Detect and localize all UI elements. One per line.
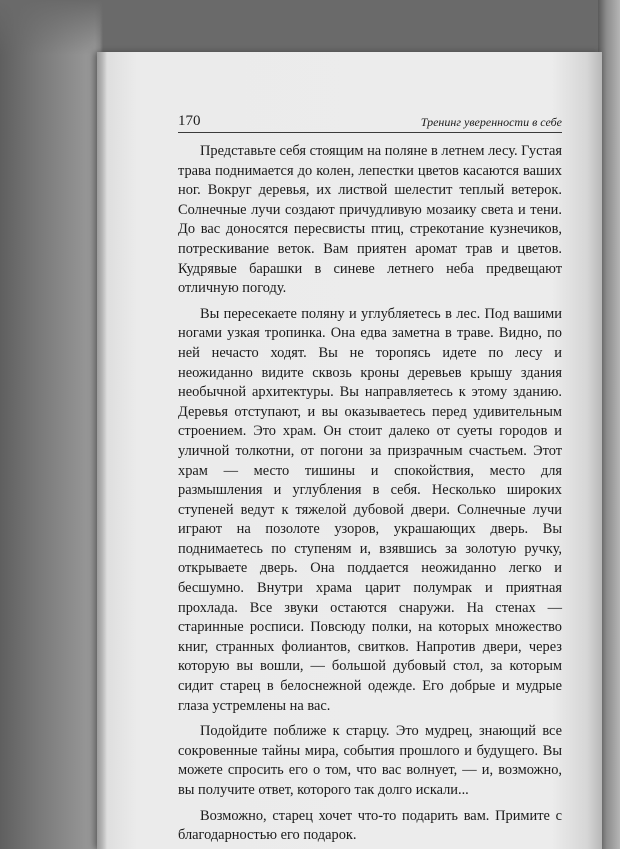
paragraph-3: Подойдите поближе к старцу. Это мудрец, знающий все сокровенные тайны мира, события прошлого и будущего. Вы можете спросить его о том, что вас волнует, — и, возможно, вы получите ответ, которого так долго искали... bbox=[178, 723, 562, 798]
page-number: 170 bbox=[178, 113, 201, 129]
paragraph-1: Представьте себя стоящим на поляне в летнем лесу. Густая трава поднимается до колен, лепестки цветов касаются ваших ног. Вокруг деревья, их листвой шелестит теплый ветерок. Солнечные лучи создают причудливую мозаику света и тени. До вас доносятся пересвисты птиц, стрекотание кузнечиков, потрескивание веток. Вам приятен аромат трав и цветов. Кудрявые барашки в синеве летнего неба предвещают отличную погоду. bbox=[178, 143, 562, 297]
page-header bbox=[178, 113, 562, 133]
header-rule bbox=[178, 132, 562, 133]
running-title: Тренинг уверенности в себе bbox=[420, 115, 562, 129]
body-text bbox=[178, 142, 562, 846]
page-gutter-shadow bbox=[97, 52, 107, 849]
paragraph-2: Вы пересекаете поляну и углубляетесь в лес. Под вашими ногами узкая тропинка. Она едва заметна в траве. Видно, по ней нечасто ходят. Вы не торопясь идете по лесу и неожиданно видите сквозь кроны деревьев крышу здания необычной архитектуры. Вы направляетесь к этому зданию. Деревья отступают, и вы оказываетесь перед удивительным строением. Это храм. Он стоит далеко от суеты городов и уличной толкотни, от погони за призрачным счастьем. Этот храм — место тишины и спокойствия, место для размышления и углубления в себя. Несколько широких ступеней ведут к тяжелой дубовой двери. Солнечные лучи играют на позолоте узоров, украшающих дверь. Вы поднимаетесь по ступеням и, взявшись за золотую ручку, открываете дверь. Она поддается неожиданно легко и бесшумно. Внутри храма царит полумрак и приятная прохлада. Все звуки остаются снаружи. На стенах — старинные росписи. Повсюду полки, на которых множество книг, странных фолиантов, свитков. Напротив двери, через которую вы вошли, — большой дубовый стол, за которым сидит старец в белоснежной одежде. Его добрые и мудрые глаза устремлены на вас. bbox=[178, 305, 562, 714]
paragraph-4: Возможно, старец хочет что-то подарить вам. Примите с благодарностью его подарок. bbox=[178, 807, 562, 844]
scanner-top-shadow bbox=[0, 0, 620, 55]
